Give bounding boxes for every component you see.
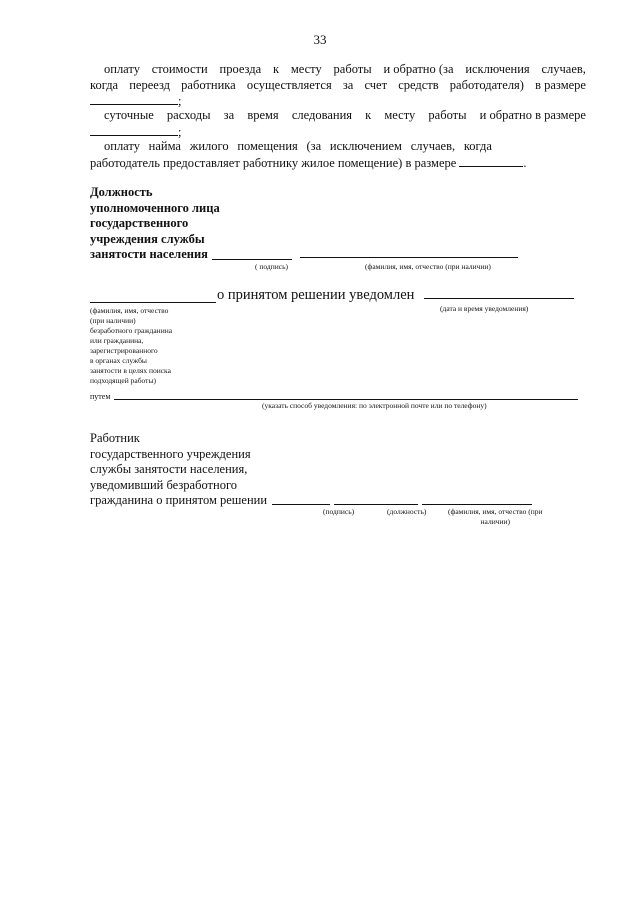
para3-line1-word: жилого: [189, 139, 229, 153]
para1-line2-word: работника: [181, 78, 236, 92]
official-title-line5: занятости населения: [90, 247, 208, 261]
worker-name-caption: (фамилия, имя, отчество (при наличии): [448, 507, 543, 526]
worker-line4: уведомивший безработного: [90, 478, 238, 492]
worker-line2: государственного учреждения: [90, 447, 251, 461]
notification-method-line[interactable]: [114, 399, 578, 400]
para2-line2: ;: [90, 124, 181, 140]
worker-signature-line[interactable]: [272, 504, 330, 505]
worker-signature-caption: (подпись): [323, 507, 355, 516]
notification-datetime-line[interactable]: [424, 298, 574, 299]
official-name-line[interactable]: [300, 257, 518, 258]
para1-line2-word: переезд: [129, 78, 171, 92]
official-title-line3: государственного: [90, 216, 189, 230]
para2-line1-word: за: [223, 108, 235, 122]
para3-line1-word: найма: [148, 139, 181, 153]
worker-line1: Работник: [90, 431, 140, 445]
para1-line2: [90, 78, 586, 93]
para2-line1-word: следования: [291, 108, 353, 122]
para1-line1-word: исключения: [465, 62, 530, 76]
worker-position-caption: (должность): [387, 507, 427, 516]
para1-line1-word: стоимости: [151, 62, 208, 76]
official-signature-line[interactable]: [212, 259, 292, 260]
para1-line1-word: оплату: [104, 62, 140, 76]
para3-line1: [104, 139, 492, 154]
citizen-caption: (фамилия, имя, отчество (при наличии) безработного гражданина или гражданина, зарегистрированного в органах службы занятости в целях поиска подходящей работы): [90, 306, 173, 385]
official-title-line4: учреждения службы: [90, 232, 205, 246]
para1-line1-word: случаев,: [541, 62, 586, 76]
worker-name-line[interactable]: [422, 504, 532, 505]
para3-line1-word: когда: [463, 139, 492, 153]
para2-line1-word: работы: [428, 108, 467, 122]
official-signature-caption: ( подпись): [255, 262, 289, 271]
para2-line1-word: время: [247, 108, 279, 122]
para1-line2-word: когда: [90, 78, 119, 92]
worker-position-line[interactable]: [334, 504, 418, 505]
para1-line2-word: средств: [398, 78, 439, 92]
notification-datetime-caption: (дата и время уведомления): [440, 304, 529, 313]
para1-line1-word: и обратно (за: [383, 62, 454, 76]
via-label: путем: [90, 392, 111, 401]
para1-line1-word: проезда: [219, 62, 262, 76]
para1-line1-word: месту: [290, 62, 322, 76]
para2-line1: [104, 108, 586, 123]
notified-text: о принятом решении уведомлен: [217, 287, 415, 303]
para1-line2-word: за: [342, 78, 354, 92]
para1-line2-word: осуществляется: [246, 78, 332, 92]
para1-line1-word: к: [272, 62, 280, 76]
para2-line1-word: суточные: [104, 108, 154, 122]
para3-line1-word: оплату: [104, 139, 140, 153]
worker-line3: службы занятости населения,: [90, 462, 248, 476]
para3-line1-word: исключением: [329, 139, 402, 153]
para2-line1-word: к: [365, 108, 372, 122]
para1-line2-word: работодателя): [449, 78, 524, 92]
para3-line2: работодатель предоставляет работнику жилое помещение) в размере .: [90, 156, 527, 170]
housing-amount-blank[interactable]: [459, 155, 523, 167]
para2-line1-word: и обратно в размере: [479, 108, 586, 122]
para3-line1-word: случаев,: [410, 139, 456, 153]
para1-line1-word: работы: [333, 62, 372, 76]
para1-line2-word: счет: [364, 78, 388, 92]
para1-line1: [104, 62, 586, 77]
notification-method-caption: (указать способ уведомления: по электронной почте или по телефону): [262, 401, 487, 410]
official-title-line1: Должность: [90, 185, 153, 199]
official-title-line2: уполномоченного лица: [90, 201, 220, 215]
page-number: 33: [313, 32, 327, 47]
para3-line1-word: (за: [306, 139, 322, 153]
citizen-name-line[interactable]: [90, 302, 216, 303]
daily-allowance-blank[interactable]: [90, 124, 178, 136]
para1-line2-word: в размере: [535, 78, 586, 92]
travel-amount-blank[interactable]: [90, 93, 178, 105]
para2-line1-word: расходы: [166, 108, 211, 122]
official-name-caption: (фамилия, имя, отчество (при наличии): [365, 262, 491, 271]
worker-line5: гражданина о принятом решении: [90, 493, 268, 507]
para2-line1-word: месту: [384, 108, 416, 122]
para1-line3: ;: [90, 93, 181, 109]
para3-line1-word: помещения: [237, 139, 298, 153]
